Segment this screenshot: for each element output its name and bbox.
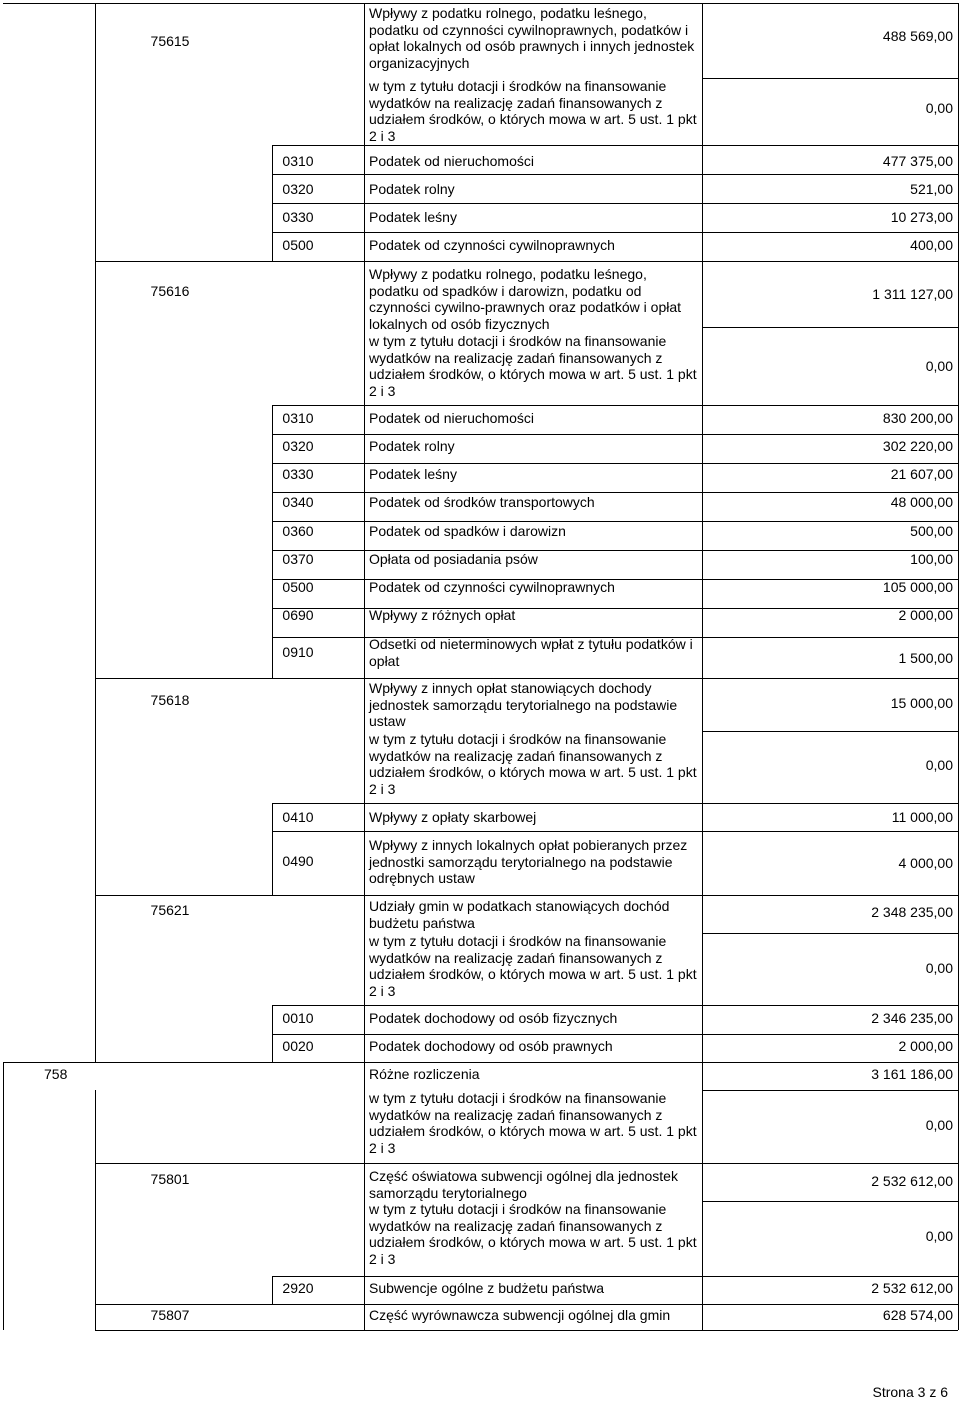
amount-cell: 100,00 [910, 551, 953, 567]
grid-line [95, 3, 96, 1062]
description-cell: Podatek od spadków i darowizn [369, 523, 566, 539]
description-cell: Podatek leśny [369, 466, 457, 482]
amount-cell: 1 311 127,00 [872, 286, 953, 302]
description-cell: Podatek dochodowy od osób prawnych [369, 1038, 613, 1054]
amount-cell: 105 000,00 [882, 579, 953, 595]
amount-cell: 488 569,00 [882, 28, 953, 44]
amount-cell: 2 532 612,00 [871, 1280, 953, 1296]
paragraf-code: 0320 [282, 438, 314, 454]
paragraf-code: 0370 [282, 551, 314, 567]
amount-cell: 15 000,00 [890, 695, 953, 711]
description-cell: Podatek od czynności cywilnoprawnych [369, 237, 615, 253]
description-cell: w tym z tytułu dotacji i środków na finansowanie wydatków na realizację zadań finansowanych z udziałem środków, o których mowa w art. 5 ust. 1 pkt 2 i 3 [369, 1201, 697, 1267]
grid-line [702, 327, 958, 328]
amount-cell: 3 161 186,00 [871, 1066, 953, 1082]
paragraf-code: 0330 [282, 466, 314, 482]
description-cell: Opłata od posiadania psów [369, 551, 538, 567]
amount-cell: 2 346 235,00 [871, 1010, 953, 1026]
amount-cell: 400,00 [910, 237, 953, 253]
rozdzial-code: 75621 [150, 902, 190, 918]
amount-cell: 302 220,00 [882, 438, 953, 454]
grid-line [272, 1276, 958, 1277]
description-cell: Część wyrównawcza subwencji ogólnej dla gmin [369, 1307, 671, 1323]
grid-line [272, 434, 958, 435]
paragraf-code: 0310 [282, 153, 314, 169]
description-cell: Część oświatowa subwencji ogólnej dla jednostek samorządu terytorialnego [369, 1168, 678, 1201]
paragraf-code: 0330 [282, 209, 314, 225]
grid-line [272, 492, 958, 493]
grid-line [702, 1090, 958, 1091]
grid-line [272, 232, 958, 233]
grid-line [3, 3, 958, 4]
rozdzial-code: 75807 [150, 1307, 190, 1323]
dzial-code: 758 [44, 1066, 68, 1082]
amount-cell: 477 375,00 [882, 153, 953, 169]
amount-cell: 2 348 235,00 [871, 904, 953, 920]
description-cell: w tym z tytułu dotacji i środków na finansowanie wydatków na realizację zadań finansowanych z udziałem środków, o których mowa w art. 5 ust. 1 pkt 2 i 3 [369, 333, 697, 399]
amount-cell: 0,00 [925, 757, 953, 773]
grid-line [272, 145, 958, 146]
grid-line [272, 174, 958, 175]
paragraf-code: 0020 [282, 1038, 314, 1054]
description-cell: Podatek dochodowy od osób fizycznych [369, 1010, 618, 1026]
grid-line [272, 521, 958, 522]
description-cell: Podatek od nieruchomości [369, 410, 534, 426]
description-cell: Podatek od środków transportowych [369, 494, 595, 510]
grid-line [95, 261, 958, 262]
amount-cell: 0,00 [925, 960, 953, 976]
description-cell: w tym z tytułu dotacji i środków na finansowanie wydatków na realizację zadań finansowanych z udziałem środków, o których mowa w art. 5 ust. 1 pkt 2 i 3 [369, 1090, 697, 1156]
rozdzial-code: 75801 [150, 1171, 190, 1187]
amount-cell: 0,00 [925, 1117, 953, 1133]
grid-line [95, 1163, 958, 1164]
amount-cell: 10 273,00 [890, 209, 953, 225]
grid-line [272, 203, 958, 204]
description-cell: Podatek od czynności cywilnoprawnych [369, 579, 615, 595]
grid-line [272, 405, 958, 406]
description-cell: Różne rozliczenia [369, 1066, 480, 1082]
description-cell: Podatek rolny [369, 181, 455, 197]
grid-line [702, 731, 958, 732]
amount-cell: 1 500,00 [898, 649, 953, 666]
page-number: Strona 3 z 6 [872, 1384, 948, 1400]
description-cell: Wpływy z innych opłat stanowiących dochody jednostek samorządu terytorialnego na podstawie ustaw [369, 680, 678, 729]
description-cell: Podatek rolny [369, 438, 455, 454]
paragraf-code: 0410 [282, 809, 314, 825]
paragraf-code: 0320 [282, 181, 314, 197]
grid-line [95, 1330, 958, 1331]
rozdzial-code: 75618 [150, 692, 190, 708]
amount-cell: 4 000,00 [898, 855, 953, 871]
amount-cell: 2 532 612,00 [871, 1173, 953, 1189]
grid-line [272, 1034, 958, 1035]
grid-line [95, 1090, 96, 1330]
grid-line [702, 78, 958, 79]
paragraf-code: 0500 [282, 237, 314, 253]
description-cell: Odsetki od nieterminowych wpłat z tytułu podatków i opłat [369, 636, 693, 669]
grid-line [3, 1062, 958, 1063]
grid-line [272, 1005, 958, 1006]
grid-line [958, 3, 959, 1330]
rozdzial-code: 75615 [150, 32, 190, 49]
amount-cell: 521,00 [910, 181, 953, 197]
description-cell: Podatek leśny [369, 209, 457, 225]
amount-cell: 628 574,00 [882, 1307, 953, 1323]
grid-line [272, 831, 958, 832]
description-cell: w tym z tytułu dotacji i środków na finansowanie wydatków na realizację zadań finansowanych z udziałem środków, o których mowa w art. 5 ust. 1 pkt 2 i 3 [369, 933, 697, 999]
amount-cell: 0,00 [925, 1228, 953, 1244]
grid-line [95, 1304, 958, 1305]
description-cell: Subwencje ogólne z budżetu państwa [369, 1280, 605, 1296]
amount-cell: 11 000,00 [891, 809, 953, 825]
amount-cell: 48 000,00 [890, 494, 953, 510]
amount-cell: 500,00 [910, 523, 953, 539]
grid-line [272, 463, 958, 464]
description-cell: w tym z tytułu dotacji i środków na finansowanie wydatków na realizację zadań finansowanych z udziałem środków, o których mowa w art. 5 ust. 1 pkt 2 i 3 [369, 731, 697, 797]
paragraf-code: 0500 [282, 579, 314, 595]
amount-cell: 2 000,00 [898, 1038, 953, 1054]
amount-cell: 21 607,00 [890, 466, 953, 482]
paragraf-code: 0360 [282, 523, 314, 539]
description-cell: Wpływy z podatku rolnego, podatku leśnego, podatku od czynności cywilnoprawnych, podatków i opłat lokalnych od osób prawnych i innych jednostek organizacyjnych [369, 5, 695, 71]
paragraf-code: 0310 [282, 410, 314, 426]
paragraf-code: 0010 [282, 1010, 314, 1026]
paragraf-code: 0490 [282, 853, 314, 869]
description-cell: Podatek od nieruchomości [369, 153, 534, 169]
description-cell: Wpływy z innych lokalnych opłat pobieranych przez jednostki samorządu terytorialnego na podstawie odrębnych ustaw [369, 837, 688, 886]
description-cell: Udziały gmin w podatkach stanowiących dochód budżetu państwa [369, 898, 670, 931]
description-cell: w tym z tytułu dotacji i środków na finansowanie wydatków na realizację zadań finansowanych z udziałem środków, o których mowa w art. 5 ust. 1 pkt 2 i 3 [369, 78, 697, 144]
rozdzial-code: 75616 [150, 283, 190, 299]
description-cell: Wpływy z różnych opłat [369, 607, 516, 623]
description-cell: Wpływy z podatku rolnego, podatku leśnego, podatku od spadków i darowizn, podatku od czynności cywilno-prawnych oraz podatków i opłat lokalnych od osób fizycznych [369, 266, 682, 332]
amount-cell: 0,00 [925, 100, 953, 116]
amount-cell: 2 000,00 [898, 607, 953, 623]
paragraf-code: 0690 [282, 607, 314, 623]
grid-line [272, 803, 958, 804]
grid-line [95, 678, 958, 679]
paragraf-code: 2920 [282, 1280, 314, 1296]
amount-cell: 0,00 [925, 358, 953, 374]
grid-line [702, 1201, 958, 1202]
paragraf-code: 0910 [282, 644, 314, 660]
grid-line [3, 1062, 4, 1330]
grid-line [95, 895, 958, 896]
amount-cell: 830 200,00 [882, 410, 953, 426]
grid-line [702, 933, 958, 934]
description-cell: Wpływy z opłaty skarbowej [369, 809, 537, 825]
paragraf-code: 0340 [282, 494, 314, 510]
